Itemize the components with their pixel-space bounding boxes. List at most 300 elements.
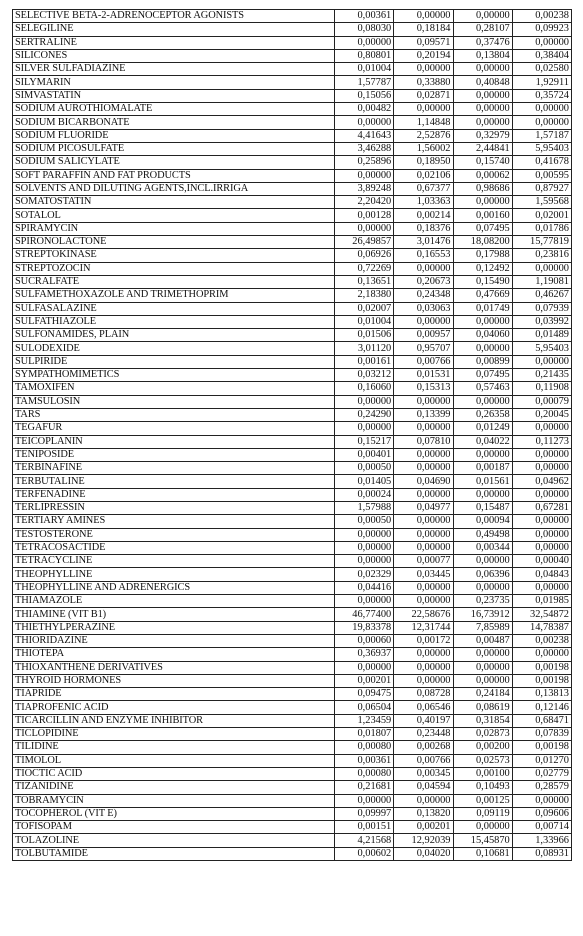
- table-row: [13, 595, 572, 608]
- value-cell-4: 1,57187: [512, 129, 571, 142]
- substance-name-cell: TERTIARY AMINES: [13, 515, 335, 528]
- table-row: [13, 541, 572, 554]
- substance-name-cell: SODIUM PICOSULFATE: [13, 142, 335, 155]
- value-cell-3: 0,00487: [453, 634, 512, 647]
- value-cell-3: 0,23735: [453, 595, 512, 608]
- value-cell-2: 0,18950: [394, 156, 453, 169]
- value-cell-3: 18,08200: [453, 236, 512, 249]
- value-cell-1: 0,21681: [335, 781, 394, 794]
- value-cell-2: 0,00000: [394, 63, 453, 76]
- value-cell-3: 16,73912: [453, 608, 512, 621]
- value-cell-3: 0,00125: [453, 794, 512, 807]
- value-cell-4: 0,11273: [512, 435, 571, 448]
- value-cell-2: 1,14848: [394, 116, 453, 129]
- value-cell-2: 1,56002: [394, 142, 453, 155]
- value-cell-2: 0,00214: [394, 209, 453, 222]
- value-cell-4: 15,77819: [512, 236, 571, 249]
- substance-name-cell: TIAPRIDE: [13, 688, 335, 701]
- value-cell-2: 0,00000: [394, 674, 453, 687]
- substance-name-cell: TICLOPIDINE: [13, 728, 335, 741]
- table-body: [13, 10, 572, 861]
- value-cell-3: 0,00000: [453, 10, 512, 23]
- table-row: [13, 515, 572, 528]
- drug-data-table: [12, 9, 572, 861]
- value-cell-2: 0,00000: [394, 395, 453, 408]
- value-cell-4: 0,13813: [512, 688, 571, 701]
- table-row: [13, 36, 572, 49]
- value-cell-2: 0,04977: [394, 501, 453, 514]
- table-row: [13, 342, 572, 355]
- table-row: [13, 488, 572, 501]
- value-cell-4: 0,67281: [512, 501, 571, 514]
- table-row: [13, 807, 572, 820]
- value-cell-1: 4,41643: [335, 129, 394, 142]
- substance-name-cell: TERLIPRESSIN: [13, 501, 335, 514]
- substance-name-cell: STREPTOZOCIN: [13, 262, 335, 275]
- value-cell-2: 0,00000: [394, 515, 453, 528]
- value-cell-4: 0,00000: [512, 116, 571, 129]
- value-cell-3: 0,26358: [453, 408, 512, 421]
- value-cell-3: 0,07495: [453, 369, 512, 382]
- value-cell-1: 0,00000: [335, 395, 394, 408]
- table-row: [13, 63, 572, 76]
- value-cell-2: 0,00000: [394, 262, 453, 275]
- table-row: [13, 156, 572, 169]
- value-cell-3: 0,07495: [453, 222, 512, 235]
- value-cell-1: 0,00401: [335, 448, 394, 461]
- value-cell-1: 2,18380: [335, 289, 394, 302]
- table-row: [13, 222, 572, 235]
- table-row: [13, 728, 572, 741]
- table-row: [13, 608, 572, 621]
- value-cell-1: 0,00000: [335, 116, 394, 129]
- value-cell-3: 0,01749: [453, 302, 512, 315]
- value-cell-1: 0,80801: [335, 49, 394, 62]
- substance-name-cell: SPIRONOLACTONE: [13, 236, 335, 249]
- value-cell-1: 0,01506: [335, 329, 394, 342]
- table-row: [13, 355, 572, 368]
- value-cell-4: 0,00595: [512, 169, 571, 182]
- table-row: [13, 754, 572, 767]
- substance-name-cell: TOLAZOLINE: [13, 834, 335, 847]
- value-cell-2: 0,20673: [394, 275, 453, 288]
- substance-name-cell: TENIPOSIDE: [13, 448, 335, 461]
- value-cell-4: 0,38404: [512, 49, 571, 62]
- value-cell-3: 0,00899: [453, 355, 512, 368]
- value-cell-4: 0,00238: [512, 10, 571, 23]
- value-cell-4: 0,00000: [512, 648, 571, 661]
- value-cell-4: 0,01489: [512, 329, 571, 342]
- value-cell-1: 0,00080: [335, 767, 394, 780]
- value-cell-4: 0,00000: [512, 581, 571, 594]
- value-cell-2: 0,08728: [394, 688, 453, 701]
- value-cell-1: 0,00201: [335, 674, 394, 687]
- value-cell-1: 0,00000: [335, 794, 394, 807]
- table-row: [13, 528, 572, 541]
- value-cell-3: 0,24184: [453, 688, 512, 701]
- table-row: [13, 634, 572, 647]
- value-cell-4: 0,00000: [512, 794, 571, 807]
- substance-name-cell: TIOCTIC ACID: [13, 767, 335, 780]
- value-cell-4: 0,09606: [512, 807, 571, 820]
- value-cell-2: 12,92039: [394, 834, 453, 847]
- substance-name-cell: TOLBUTAMIDE: [13, 847, 335, 860]
- value-cell-3: 0,00000: [453, 63, 512, 76]
- value-cell-3: 0,09119: [453, 807, 512, 820]
- value-cell-4: 0,02580: [512, 63, 571, 76]
- value-cell-4: 0,00000: [512, 103, 571, 116]
- table-row: [13, 369, 572, 382]
- substance-name-cell: THIETHYLPERAZINE: [13, 621, 335, 634]
- value-cell-3: 0,47669: [453, 289, 512, 302]
- value-cell-3: 0,00000: [453, 103, 512, 116]
- substance-name-cell: THEOPHYLLINE AND ADRENERGICS: [13, 581, 335, 594]
- value-cell-3: 0,00000: [453, 315, 512, 328]
- value-cell-1: 3,46288: [335, 142, 394, 155]
- value-cell-3: 0,13804: [453, 49, 512, 62]
- substance-name-cell: SODIUM SALICYLATE: [13, 156, 335, 169]
- value-cell-2: 0,00000: [394, 488, 453, 501]
- value-cell-1: 0,01004: [335, 63, 394, 76]
- table-row: [13, 209, 572, 222]
- substance-name-cell: SODIUM FLUORIDE: [13, 129, 335, 142]
- value-cell-1: 1,23459: [335, 714, 394, 727]
- table-row: [13, 581, 572, 594]
- substance-name-cell: SULFASALAZINE: [13, 302, 335, 315]
- value-cell-2: 0,33880: [394, 76, 453, 89]
- value-cell-4: 1,59568: [512, 196, 571, 209]
- value-cell-4: 0,11908: [512, 382, 571, 395]
- value-cell-1: 0,25896: [335, 156, 394, 169]
- value-cell-2: 0,15313: [394, 382, 453, 395]
- value-cell-4: 0,01985: [512, 595, 571, 608]
- value-cell-2: 0,01531: [394, 369, 453, 382]
- value-cell-1: 0,06926: [335, 249, 394, 262]
- substance-name-cell: TOCOPHEROL (VIT E): [13, 807, 335, 820]
- table-row: [13, 182, 572, 195]
- value-cell-3: 0,00200: [453, 741, 512, 754]
- value-cell-1: 0,00602: [335, 847, 394, 860]
- table-row: [13, 236, 572, 249]
- value-cell-1: 0,04416: [335, 581, 394, 594]
- substance-name-cell: SULFAMETHOXAZOLE AND TRIMETHOPRIM: [13, 289, 335, 302]
- substance-name-cell: TAMSULOSIN: [13, 395, 335, 408]
- value-cell-3: 0,00000: [453, 89, 512, 102]
- substance-name-cell: SODIUM BICARBONATE: [13, 116, 335, 129]
- value-cell-4: 0,00040: [512, 555, 571, 568]
- value-cell-4: 32,54872: [512, 608, 571, 621]
- table-row: [13, 621, 572, 634]
- table-row: [13, 23, 572, 36]
- value-cell-3: 0,00100: [453, 767, 512, 780]
- value-cell-2: 0,00268: [394, 741, 453, 754]
- value-cell-2: 0,03445: [394, 568, 453, 581]
- table-row: [13, 103, 572, 116]
- value-cell-3: 0,10681: [453, 847, 512, 860]
- value-cell-4: 14,78387: [512, 621, 571, 634]
- value-cell-2: 0,00077: [394, 555, 453, 568]
- value-cell-4: 0,01270: [512, 754, 571, 767]
- value-cell-1: 26,49857: [335, 236, 394, 249]
- value-cell-3: 0,98686: [453, 182, 512, 195]
- substance-name-cell: STREPTOKINASE: [13, 249, 335, 262]
- value-cell-1: 0,01405: [335, 475, 394, 488]
- value-cell-2: 0,00000: [394, 541, 453, 554]
- value-cell-2: 0,00345: [394, 767, 453, 780]
- value-cell-3: 0,06396: [453, 568, 512, 581]
- substance-name-cell: SOLVENTS AND DILUTING AGENTS,INCL.IRRIGA: [13, 182, 335, 195]
- table-row: [13, 262, 572, 275]
- value-cell-1: 3,89248: [335, 182, 394, 195]
- value-cell-2: 0,00000: [394, 595, 453, 608]
- substance-name-cell: TETRACOSACTIDE: [13, 541, 335, 554]
- substance-name-cell: SUCRALFATE: [13, 275, 335, 288]
- value-cell-4: 0,02779: [512, 767, 571, 780]
- value-cell-1: 0,00000: [335, 541, 394, 554]
- value-cell-2: 1,03363: [394, 196, 453, 209]
- substance-name-cell: SOTALOL: [13, 209, 335, 222]
- value-cell-1: 0,00482: [335, 103, 394, 116]
- substance-name-cell: SOMATOSTATIN: [13, 196, 335, 209]
- substance-name-cell: THYROID HORMONES: [13, 674, 335, 687]
- value-cell-1: 0,00151: [335, 821, 394, 834]
- value-cell-1: 0,00161: [335, 355, 394, 368]
- substance-name-cell: TIZANIDINE: [13, 781, 335, 794]
- value-cell-3: 15,45870: [453, 834, 512, 847]
- value-cell-4: 5,95403: [512, 142, 571, 155]
- value-cell-2: 0,00766: [394, 355, 453, 368]
- value-cell-4: 0,23816: [512, 249, 571, 262]
- table-row: [13, 701, 572, 714]
- substance-name-cell: THIORIDAZINE: [13, 634, 335, 647]
- value-cell-4: 1,33966: [512, 834, 571, 847]
- value-cell-3: 0,10493: [453, 781, 512, 794]
- table-row: [13, 661, 572, 674]
- value-cell-4: 0,08931: [512, 847, 571, 860]
- value-cell-3: 0,00160: [453, 209, 512, 222]
- value-cell-2: 0,24348: [394, 289, 453, 302]
- substance-name-cell: SELEGILINE: [13, 23, 335, 36]
- value-cell-3: 0,01249: [453, 422, 512, 435]
- value-cell-2: 0,13820: [394, 807, 453, 820]
- value-cell-3: 0,32979: [453, 129, 512, 142]
- table-row: [13, 648, 572, 661]
- table-row: [13, 741, 572, 754]
- value-cell-4: 0,20045: [512, 408, 571, 421]
- substance-name-cell: SILVER SULFADIAZINE: [13, 63, 335, 76]
- value-cell-4: 1,19081: [512, 275, 571, 288]
- value-cell-4: 0,00198: [512, 674, 571, 687]
- value-cell-1: 0,08030: [335, 23, 394, 36]
- value-cell-3: 0,40848: [453, 76, 512, 89]
- table-row: [13, 475, 572, 488]
- value-cell-2: 0,02106: [394, 169, 453, 182]
- value-cell-4: 0,07939: [512, 302, 571, 315]
- value-cell-2: 0,03063: [394, 302, 453, 315]
- value-cell-2: 0,20194: [394, 49, 453, 62]
- substance-name-cell: SILICONES: [13, 49, 335, 62]
- value-cell-1: 0,01807: [335, 728, 394, 741]
- value-cell-1: 0,09997: [335, 807, 394, 820]
- value-cell-4: 0,01786: [512, 222, 571, 235]
- table-row: [13, 767, 572, 780]
- value-cell-4: 0,35724: [512, 89, 571, 102]
- value-cell-2: 0,00000: [394, 462, 453, 475]
- table-row: [13, 781, 572, 794]
- value-cell-4: 0,00000: [512, 422, 571, 435]
- value-cell-4: 0,00079: [512, 395, 571, 408]
- substance-name-cell: TICARCILLIN AND ENZYME INHIBITOR: [13, 714, 335, 727]
- substance-name-cell: THIOTEPA: [13, 648, 335, 661]
- value-cell-1: 0,16060: [335, 382, 394, 395]
- table-row: [13, 329, 572, 342]
- table-row: [13, 89, 572, 102]
- value-cell-1: 0,00000: [335, 222, 394, 235]
- value-cell-2: 0,00201: [394, 821, 453, 834]
- substance-name-cell: SULFATHIAZOLE: [13, 315, 335, 328]
- substance-name-cell: TOFISOPAM: [13, 821, 335, 834]
- value-cell-4: 0,46267: [512, 289, 571, 302]
- value-cell-2: 0,00000: [394, 581, 453, 594]
- substance-name-cell: SOFT PARAFFIN AND FAT PRODUCTS: [13, 169, 335, 182]
- value-cell-3: 7,85989: [453, 621, 512, 634]
- value-cell-4: 0,02001: [512, 209, 571, 222]
- table-row: [13, 568, 572, 581]
- value-cell-3: 0,00000: [453, 116, 512, 129]
- table-row: [13, 249, 572, 262]
- table-row: [13, 674, 572, 687]
- value-cell-3: 0,57463: [453, 382, 512, 395]
- substance-name-cell: TIAPROFENIC ACID: [13, 701, 335, 714]
- substance-name-cell: SYMPATHOMIMETICS: [13, 369, 335, 382]
- value-cell-4: 0,00000: [512, 528, 571, 541]
- value-cell-1: 0,00128: [335, 209, 394, 222]
- substance-name-cell: TERFENADINE: [13, 488, 335, 501]
- value-cell-3: 0,49498: [453, 528, 512, 541]
- substance-name-cell: SIMVASTATIN: [13, 89, 335, 102]
- substance-name-cell: SERTRALINE: [13, 36, 335, 49]
- value-cell-2: 0,00000: [394, 648, 453, 661]
- value-cell-2: 0,00172: [394, 634, 453, 647]
- value-cell-2: 0,00000: [394, 422, 453, 435]
- value-cell-4: 0,03992: [512, 315, 571, 328]
- value-cell-2: 0,00000: [394, 10, 453, 23]
- substance-name-cell: THIOXANTHENE DERIVATIVES: [13, 661, 335, 674]
- value-cell-2: 12,31744: [394, 621, 453, 634]
- value-cell-4: 0,00000: [512, 36, 571, 49]
- table-row: [13, 688, 572, 701]
- substance-name-cell: SPIRAMYCIN: [13, 222, 335, 235]
- substance-name-cell: TERBINAFINE: [13, 462, 335, 475]
- value-cell-1: 0,00000: [335, 555, 394, 568]
- value-cell-3: 0,00000: [453, 342, 512, 355]
- substance-name-cell: TAMOXIFEN: [13, 382, 335, 395]
- value-cell-3: 0,01561: [453, 475, 512, 488]
- value-cell-3: 0,02873: [453, 728, 512, 741]
- table-row: [13, 501, 572, 514]
- table-row: [13, 382, 572, 395]
- table-row: [13, 196, 572, 209]
- table-row: [13, 555, 572, 568]
- value-cell-4: 0,00000: [512, 462, 571, 475]
- value-cell-1: 0,15056: [335, 89, 394, 102]
- value-cell-1: 0,00024: [335, 488, 394, 501]
- value-cell-2: 0,04594: [394, 781, 453, 794]
- value-cell-2: 0,00000: [394, 661, 453, 674]
- value-cell-1: 0,09475: [335, 688, 394, 701]
- value-cell-2: 0,07810: [394, 435, 453, 448]
- value-cell-3: 0,00062: [453, 169, 512, 182]
- value-cell-2: 0,00000: [394, 103, 453, 116]
- value-cell-3: 2,44841: [453, 142, 512, 155]
- value-cell-4: 0,00000: [512, 515, 571, 528]
- table-row: [13, 834, 572, 847]
- value-cell-4: 0,09923: [512, 23, 571, 36]
- table-row: [13, 435, 572, 448]
- table-row: [13, 395, 572, 408]
- value-cell-4: 0,00714: [512, 821, 571, 834]
- value-cell-2: 0,00000: [394, 315, 453, 328]
- value-cell-1: 0,13651: [335, 275, 394, 288]
- value-cell-2: 0,23448: [394, 728, 453, 741]
- value-cell-1: 0,00000: [335, 36, 394, 49]
- value-cell-4: 0,68471: [512, 714, 571, 727]
- value-cell-3: 0,04022: [453, 435, 512, 448]
- value-cell-1: 0,03212: [335, 369, 394, 382]
- substance-name-cell: TIMOLOL: [13, 754, 335, 767]
- value-cell-1: 0,00361: [335, 754, 394, 767]
- value-cell-3: 0,00000: [453, 395, 512, 408]
- substance-name-cell: TOBRAMYCIN: [13, 794, 335, 807]
- value-cell-3: 0,02573: [453, 754, 512, 767]
- substance-name-cell: SULODEXIDE: [13, 342, 335, 355]
- table-row: [13, 10, 572, 23]
- substance-name-cell: SELECTIVE BETA-2-ADRENOCEPTOR AGONISTS: [13, 10, 335, 23]
- value-cell-3: 0,15487: [453, 501, 512, 514]
- value-cell-2: 0,00000: [394, 448, 453, 461]
- value-cell-3: 0,31854: [453, 714, 512, 727]
- value-cell-2: 0,00766: [394, 754, 453, 767]
- table-row: [13, 302, 572, 315]
- value-cell-1: 46,77400: [335, 608, 394, 621]
- value-cell-2: 0,16553: [394, 249, 453, 262]
- value-cell-4: 5,95403: [512, 342, 571, 355]
- table-row: [13, 169, 572, 182]
- value-cell-4: 1,92911: [512, 76, 571, 89]
- value-cell-4: 0,00000: [512, 448, 571, 461]
- value-cell-1: 0,01004: [335, 315, 394, 328]
- value-cell-4: 0,41678: [512, 156, 571, 169]
- value-cell-1: 2,20420: [335, 196, 394, 209]
- table-row: [13, 448, 572, 461]
- substance-name-cell: TARS: [13, 408, 335, 421]
- value-cell-1: 0,00000: [335, 169, 394, 182]
- value-cell-4: 0,87927: [512, 182, 571, 195]
- value-cell-2: 0,18184: [394, 23, 453, 36]
- substance-name-cell: TEGAFUR: [13, 422, 335, 435]
- value-cell-3: 0,00000: [453, 555, 512, 568]
- value-cell-1: 0,00050: [335, 462, 394, 475]
- value-cell-2: 0,00000: [394, 794, 453, 807]
- value-cell-3: 0,00187: [453, 462, 512, 475]
- value-cell-2: 0,67377: [394, 182, 453, 195]
- value-cell-3: 0,00000: [453, 661, 512, 674]
- value-cell-3: 0,28107: [453, 23, 512, 36]
- table-row: [13, 289, 572, 302]
- table-row: [13, 794, 572, 807]
- value-cell-1: 0,24290: [335, 408, 394, 421]
- substance-name-cell: SULPIRIDE: [13, 355, 335, 368]
